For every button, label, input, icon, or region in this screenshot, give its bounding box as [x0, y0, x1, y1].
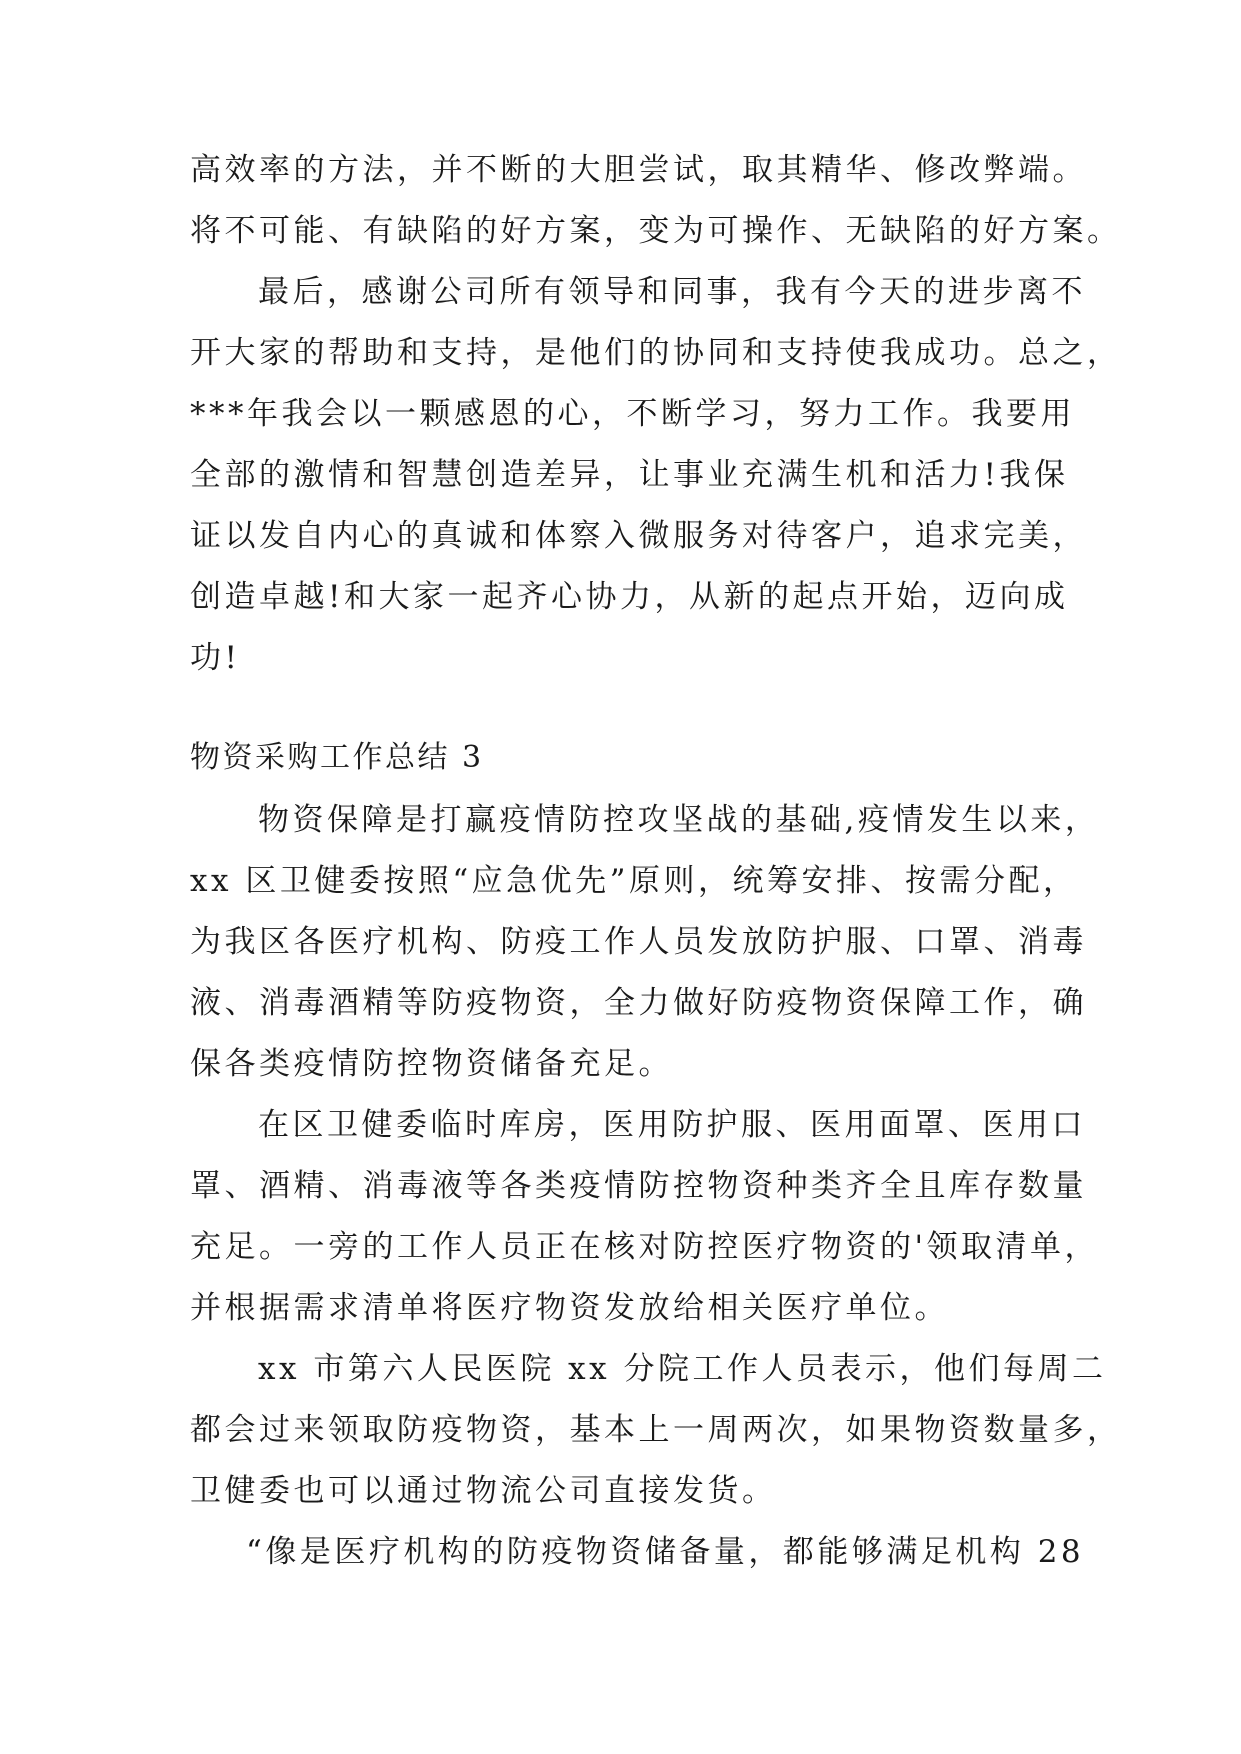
- paragraph-line: 并根据需求清单将医疗物资发放给相关医疗单位。: [190, 1290, 949, 1326]
- paragraph-line: 都会过来领取防疫物资，基本上一周两次，如果物资数量多，: [190, 1412, 1122, 1448]
- paragraph-line: “像是医疗机构的防疫物资储备量，都能够满足机构 28: [246, 1534, 1085, 1570]
- paragraph-line: 将不可能、有缺陷的好方案，变为可操作、无缺陷的好方案。: [190, 213, 1122, 249]
- paragraph-line: 最后，感谢公司所有领导和同事，我有今天的进步离不: [258, 274, 1086, 310]
- paragraph-line: 功!: [190, 640, 241, 676]
- paragraph-line: 罩、酒精、消毒液等各类疫情防控物资种类齐全且库存数量: [190, 1168, 1087, 1204]
- paragraph-line: 充足。一旁的工作人员正在核对防控医疗物资的'领取清单，: [190, 1229, 1100, 1265]
- section-heading: 物资采购工作总结 3: [190, 740, 484, 775]
- paragraph-line: ***年我会以一颗感恩的心，不断学习，努力工作。我要用: [190, 396, 1075, 432]
- paragraph-line: 为我区各医疗机构、防疫工作人员发放防护服、口罩、消毒: [190, 924, 1087, 960]
- paragraph-line: 物资保障是打赢疫情防控攻坚战的基础,疫情发生以来，: [258, 802, 1100, 838]
- paragraph-line: 保各类疫情防控物资储备充足。: [190, 1046, 673, 1082]
- paragraph-line: 高效率的方法，并不断的大胆尝试，取其精华、修改弊端。: [190, 152, 1087, 188]
- paragraph-line: 卫健委也可以通过物流公司直接发货。: [190, 1473, 777, 1509]
- paragraph-line: 全部的激情和智慧创造差异，让事业充满生机和活力!我保: [190, 457, 1069, 493]
- paragraph-line: 开大家的帮助和支持，是他们的协同和支持使我成功。总之，: [190, 335, 1122, 371]
- paragraph-line: 证以发自内心的真诚和体察入微服务对待客户，追求完美，: [190, 518, 1087, 554]
- paragraph-line: xx 区卫健委按照“应急优先”原则，统筹安排、按需分配，: [190, 863, 1078, 899]
- paragraph-line: 创造卓越!和大家一起齐心协力，从新的起点开始，迈向成: [190, 579, 1069, 615]
- paragraph-line: 在区卫健委临时库房，医用防护服、医用面罩、医用口: [258, 1107, 1086, 1143]
- paragraph-line: 液、消毒酒精等防疫物资，全力做好防疫物资保障工作，确: [190, 985, 1087, 1021]
- paragraph-line: xx 市第六人民医院 xx 分院工作人员表示，他们每周二: [258, 1351, 1107, 1387]
